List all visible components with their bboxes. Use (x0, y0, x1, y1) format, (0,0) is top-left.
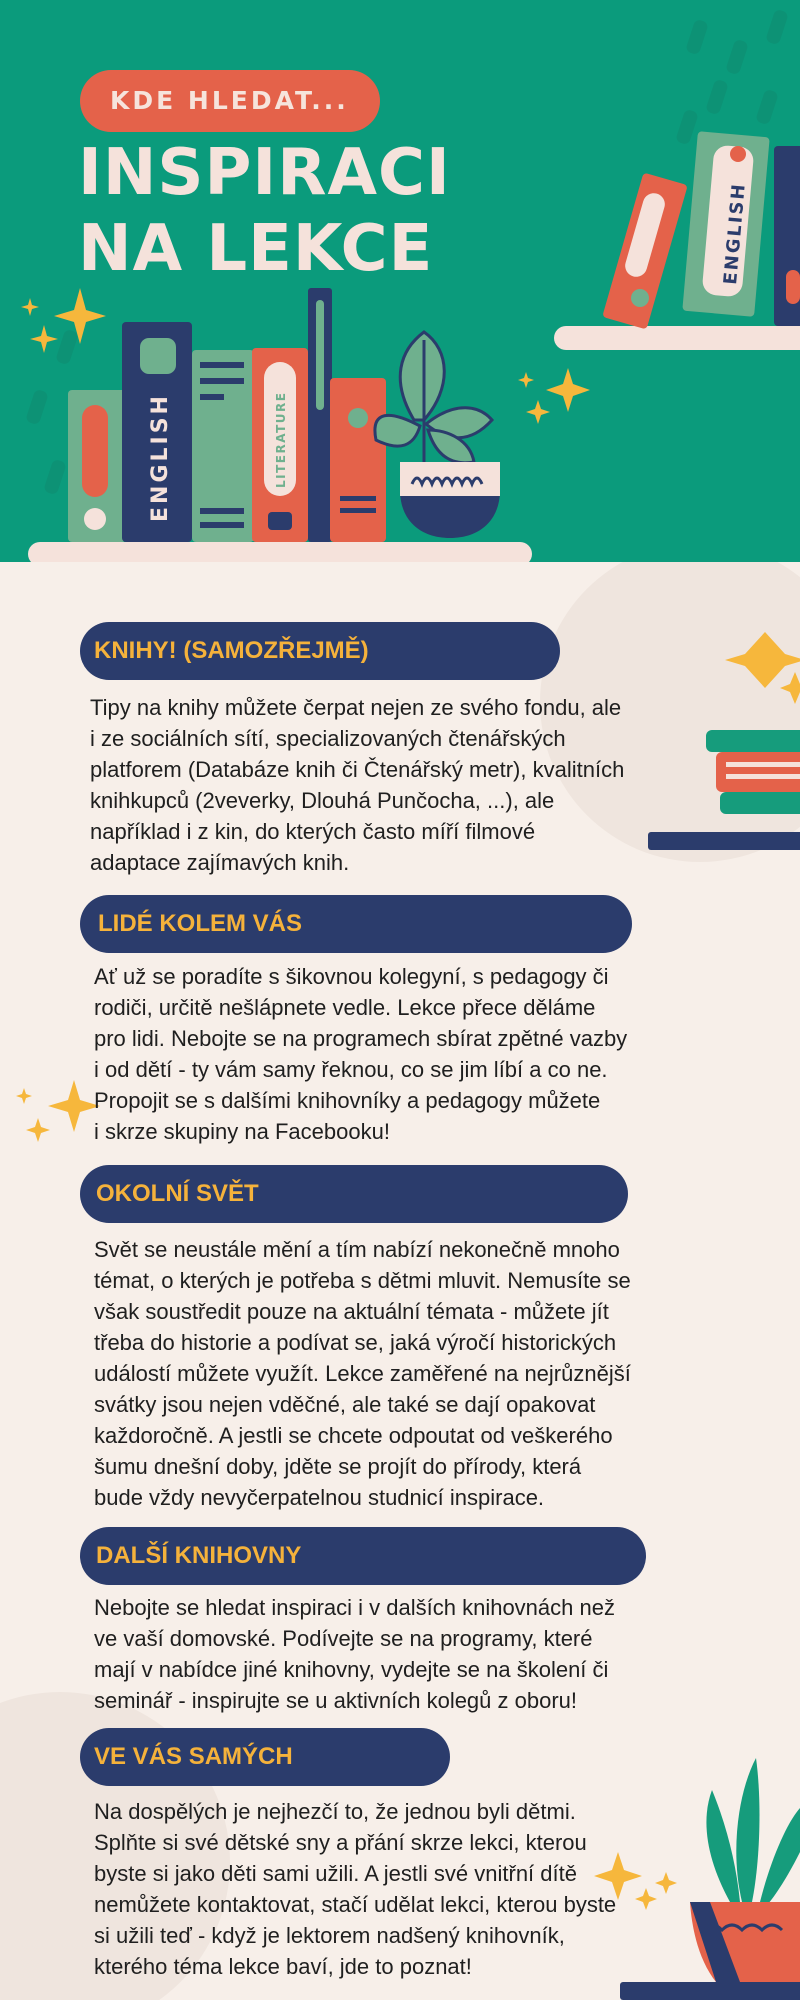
book-icons-left (68, 288, 386, 542)
book-spine-english-right: ENGLISH (720, 181, 750, 286)
book-spine-literature: LITERATURE (274, 391, 288, 488)
potted-plant-icon (375, 332, 500, 538)
section-heading-books: KNIHY! (SAMOZŘEJMĚ) (80, 622, 560, 680)
section-text-libraries: Nebojte se hledat inspiraci i v dalších knihovnách než ve vaší domovské. Podívejte se na programy, které mají v nabídce jiné knihovny, vydejte se na školení či seminář - inspirujte se u aktivních kolegů z oboru! (94, 1595, 615, 1713)
sparkle-icons-right (518, 368, 590, 424)
header-banner (0, 0, 800, 562)
section-text-world: Svět se neustále mění a tím nabízí nekonečně mnoho témat, o kterých je potřeba s dětmi mluvit. Nemusíte se však soustředit pouze na aktuální témata - můžete jít třeba do historie a podívat se, jaká výročí historických událostí můžete využít. Lekce zaměřené na nejrůznější svátky jsou nejen vděčné, ale také se dají opakovat každoročně. A jestli se chcete odpoutat od veškerého šumu dnešní doby, jděte se projít do přírody, která bude vždy nevyčerpatelnou studnicí inspirace. (94, 1237, 631, 1510)
header-kicker: KDE HLEDAT... (80, 70, 380, 132)
bookshelf-right (554, 326, 800, 350)
page-title: INSPIRACI NA LEKCE (78, 136, 451, 286)
section-heading-world: OKOLNÍ SVĚT (80, 1165, 628, 1223)
section-heading-yourself: VE VÁS SAMÝCH (80, 1728, 450, 1786)
section-heading-people: LIDÉ KOLEM VÁS (80, 895, 632, 953)
book-icons-right (602, 131, 800, 329)
sparkle-icons-middle (16, 1080, 100, 1142)
section-text-people: Ať už se poradíte s šikovnou kolegyní, s pedagogy či rodiči, určitě nešlápnete vedle. Lekce přece děláme pro lidi. Nebojte se na programech sbírat zpětné vazby i od dětí - ty vám samy řeknou, co se jim líbí a co ne. Propojit se s dalšími knihovníky a pedagogy můžete i skrze skupiny na Facebooku! (94, 964, 628, 1144)
section-text-books: Tipy na knihy můžete čerpat nejen ze svého fondu, ale i ze sociálních sítí, specializovaných čtenářských platforem (Databáze knih či Čtenářský metr), kvalitních knihkupců (2veverky, Dlouhá Punčocha, ...), ale například i z kin, do kterých často míří filmové adaptace zajímavých knih. (90, 695, 625, 875)
bottom-plant-icon (594, 1758, 800, 2000)
section-text-yourself: Na dospělých je nejhezčí to, že jednou byli dětmi. Splňte si své dětské sny a přání skrze lekci, kterou byste si jako děti sami užili. A jestli své vnitřní dítě nemůžete kontaktovat, stačí udělat lekci, kterou byste si užili teď - když je lektorem nadšený knihovník, kterého téma lekce baví, jde to poznat! (94, 1799, 617, 1979)
book-spine-english-left: ENGLISH (148, 393, 173, 522)
section-heading-libraries: DALŠÍ KNIHOVNY (80, 1527, 646, 1585)
bookshelf-left (28, 542, 532, 562)
